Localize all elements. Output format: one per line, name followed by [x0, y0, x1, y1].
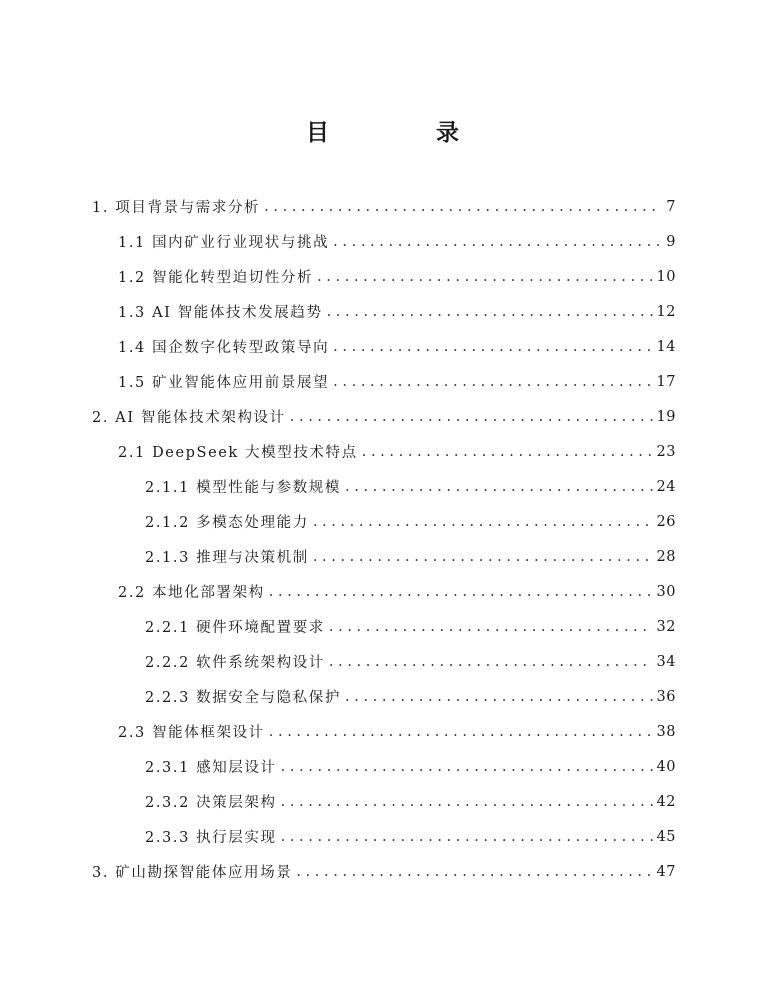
toc-entry[interactable] — [118, 434, 676, 469]
toc-entry[interactable] — [92, 399, 676, 434]
toc-entry-page: 12 — [656, 303, 676, 320]
toc-entry-label: 2.3 智能体框架设计 — [118, 725, 265, 741]
toc-entry[interactable] — [118, 574, 676, 609]
toc-entry[interactable] — [92, 854, 676, 889]
toc-entry[interactable] — [118, 259, 676, 294]
toc-entry-label: 1.2 智能化转型迫切性分析 — [118, 270, 314, 286]
toc-entry-label: 1.3 AI 智能体技术发展趋势 — [118, 305, 323, 321]
toc-entry-page: 10 — [656, 268, 676, 285]
toc-entry[interactable] — [118, 364, 676, 399]
toc-entry-label: 1. 项目背景与需求分析 — [92, 200, 261, 216]
toc-entry-page: 7 — [666, 198, 676, 215]
toc-entry-page: 38 — [656, 723, 676, 740]
dot-leader — [345, 689, 653, 705]
toc-entry-page: 17 — [656, 373, 676, 390]
toc-entry-label: 2.1.3 推理与决策机制 — [145, 550, 309, 566]
dot-leader — [290, 409, 653, 425]
toc-entry[interactable] — [145, 504, 676, 539]
toc-entry-page: 28 — [656, 548, 676, 565]
toc-entry[interactable] — [118, 329, 676, 364]
toc-entry[interactable] — [118, 224, 676, 259]
dot-leader — [317, 269, 652, 285]
toc-entry-page: 45 — [656, 828, 676, 845]
dot-leader — [269, 724, 653, 740]
toc-entry-page: 42 — [656, 793, 676, 810]
toc-entry-label: 1.4 国企数字化转型政策导向 — [118, 340, 330, 356]
dot-leader — [281, 829, 653, 845]
dot-leader — [281, 794, 653, 810]
dot-leader — [313, 514, 653, 530]
toc-entry-label: 2.1 DeepSeek 大模型技术特点 — [118, 445, 358, 461]
toc-entry[interactable] — [118, 294, 676, 329]
toc-entry-label: 2.2.1 硬件环境配置要求 — [145, 620, 325, 636]
toc-entry-page: 19 — [656, 408, 676, 425]
toc-entry-page: 32 — [656, 618, 676, 635]
dot-leader — [333, 374, 652, 390]
toc-entry[interactable] — [145, 679, 676, 714]
toc-entry-label: 2.2.3 数据安全与隐私保护 — [145, 690, 342, 706]
toc-entry-label: 2. AI 智能体技术架构设计 — [92, 410, 286, 426]
toc-entry-page: 34 — [656, 653, 676, 670]
dot-leader — [333, 234, 662, 250]
toc-entry-page: 26 — [656, 513, 676, 530]
toc-entry[interactable] — [145, 749, 676, 784]
toc-entry-page: 24 — [656, 478, 676, 495]
toc-entry-page: 30 — [656, 583, 676, 600]
dot-leader — [327, 304, 653, 320]
dot-leader — [345, 479, 653, 495]
toc-entry-label: 2.2.2 软件系统架构设计 — [145, 655, 325, 671]
toc-entry-label: 1.5 矿业智能体应用前景展望 — [118, 375, 330, 391]
dot-leader — [264, 199, 662, 215]
toc-entry-page: 47 — [656, 863, 676, 880]
toc-entry[interactable] — [145, 784, 676, 819]
dot-leader — [269, 584, 653, 600]
dot-leader — [281, 759, 653, 775]
dot-leader — [329, 654, 653, 670]
toc-entry-page: 23 — [656, 443, 676, 460]
toc-entry-label: 1.1 国内矿业行业现状与挑战 — [118, 235, 330, 251]
toc-entry[interactable] — [145, 609, 676, 644]
dot-leader — [329, 619, 653, 635]
toc-entry-page: 9 — [666, 233, 676, 250]
toc-entry-label: 2.2 本地化部署架构 — [118, 585, 265, 601]
dot-leader — [362, 444, 653, 460]
toc-entry[interactable] — [145, 539, 676, 574]
toc-entry[interactable] — [118, 714, 676, 749]
toc-entry-label: 2.1.1 模型性能与参数规模 — [145, 480, 342, 496]
toc-entry-label: 2.1.2 多模态处理能力 — [145, 515, 309, 531]
page-title: 目 录 — [306, 120, 501, 146]
toc-entry-page: 40 — [656, 758, 676, 775]
toc-entry-page: 14 — [656, 338, 676, 355]
toc-entry-page: 36 — [656, 688, 676, 705]
toc-entry-label: 3. 矿山勘探智能体应用场景 — [92, 865, 293, 881]
toc-entry[interactable] — [145, 644, 676, 679]
dot-leader — [296, 864, 652, 880]
toc-entry-label: 2.3.1 感知层设计 — [145, 760, 277, 776]
toc-entry[interactable] — [145, 819, 676, 854]
dot-leader — [313, 549, 653, 565]
toc-entry-label: 2.3.2 决策层架构 — [145, 795, 277, 811]
toc-entry-label: 2.3.3 执行层实现 — [145, 830, 277, 846]
toc-entry[interactable] — [145, 469, 676, 504]
toc-entry[interactable] — [92, 189, 676, 224]
dot-leader — [333, 339, 652, 355]
